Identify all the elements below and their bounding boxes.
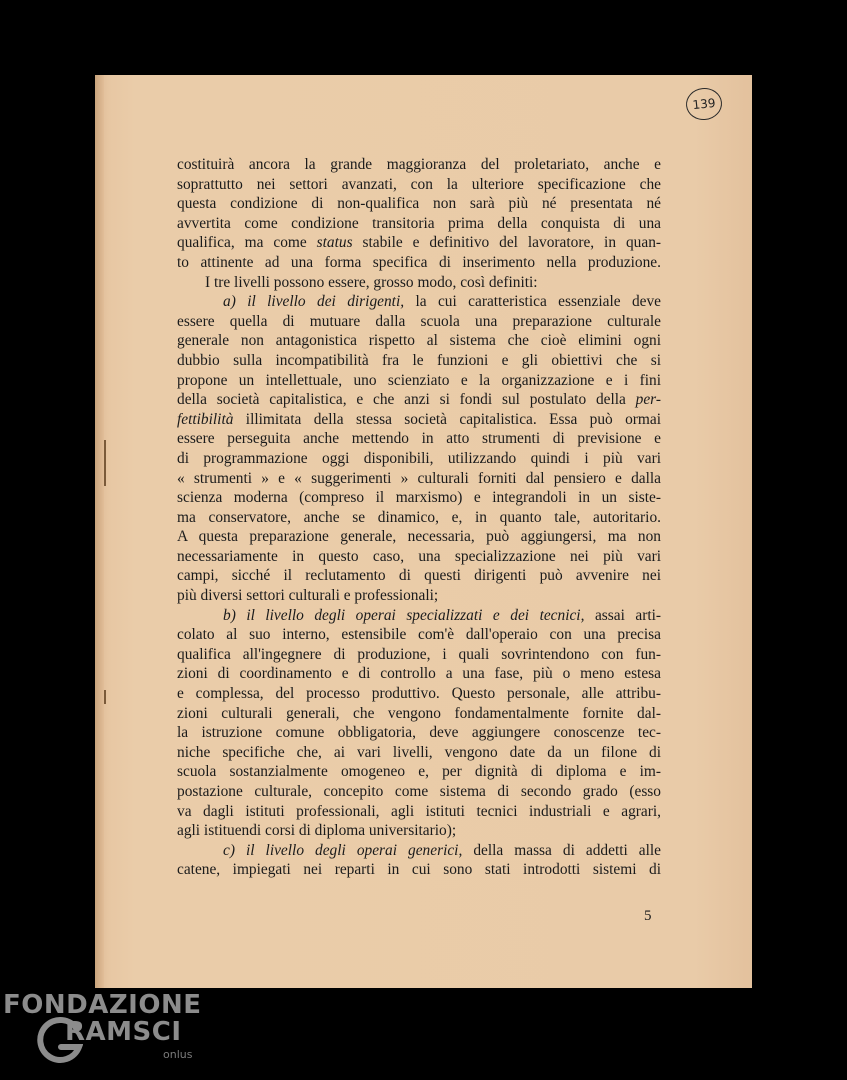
text-line [177, 488, 661, 508]
text-line [177, 841, 661, 861]
text-line [177, 292, 661, 312]
text-segment: necessariamente in questo caso, una specializzazione nei più vari [177, 547, 661, 565]
text-segment: colato al suo interno, estensibile com'è dall'operaio con una precisa [177, 626, 661, 644]
text-segment: stabile e definitivo del lavoratore, in quan- [352, 234, 662, 252]
text-line [177, 802, 661, 822]
text-line [177, 762, 661, 782]
text-line [177, 625, 661, 645]
text-segment: zioni di coordinamento e di controllo a una fase, più o meno estesa [177, 665, 661, 683]
text-segment: I tre livelli possono essere, grosso modo, così definiti: [205, 273, 538, 291]
text-segment: catene, impiegati nei reparti in cui sono stati introdotti sistemi di [177, 861, 661, 879]
text-line [177, 331, 661, 351]
text-segment: costituirà ancora la grande maggioranza del proletariato, anche e [177, 156, 661, 173]
text-line [177, 469, 661, 489]
text-segment: va dagli istituti professionali, agli istituti tecnici industriali e agrari, [177, 802, 661, 820]
text-segment: soprattutto nei settori avanzati, con la ulteriore specificazione che [177, 175, 661, 193]
text-line [177, 723, 661, 743]
text-line [177, 645, 661, 665]
text-segment: essere quella di mutuare dalla scuola una preparazione culturale [177, 312, 661, 330]
text-line [177, 743, 661, 763]
text-segment: propone un intellettuale, uno scienziato e la organizzazione e i fini [177, 371, 661, 389]
italic-text-segment: c) il livello degli operai generici, [223, 841, 463, 859]
logo-text-onlus: onlus [163, 1048, 193, 1061]
text-segment: illimitata della stessa società capitalistica. Essa può ormai [233, 410, 661, 428]
text-segment: la istruzione comune obbligatoria, deve aggiungere conoscenze tec- [177, 724, 661, 742]
text-line [177, 194, 661, 214]
text-line [177, 351, 661, 371]
text-line [177, 566, 661, 586]
page-binding-edge [95, 75, 104, 988]
text-segment: scienza moderna (compreso il marxismo) e integrandoli in un siste- [177, 489, 661, 507]
text-line [177, 586, 661, 606]
margin-pencil-mark [104, 690, 106, 704]
text-segment: zioni culturali generali, che vengono fondamentalmente fornite dal- [177, 704, 661, 722]
italic-text-segment: b) il livello degli operai specializzati e dei tecnici, [223, 606, 585, 624]
text-line [177, 273, 661, 293]
text-line [177, 390, 661, 410]
text-segment: qualifica all'ingegnere di produzione, i quali sovrintendono con fun- [177, 645, 661, 663]
text-segment: assai arti- [584, 606, 661, 624]
text-segment: to attinente ad una forma specifica di inserimento nella produzione. [177, 253, 661, 271]
text-line [177, 175, 661, 195]
text-line [177, 547, 661, 567]
italic-text-segment: status [316, 234, 353, 252]
text-segment: di programmazione oggi disponibili, utilizzando quindi i più vari [177, 449, 661, 467]
text-segment: dubbio sulla incompatibilità fra le funzioni e gli obiettivi che si [177, 351, 661, 369]
text-line [177, 253, 661, 273]
text-segment: della società capitalistica, e che anzi si fondi sul postulato della [177, 391, 636, 409]
text-segment: postazione culturale, concepito come sistema di secondo grado (esso [177, 783, 661, 800]
text-segment: e complessa, del processo produttivo. Questo personale, alle attribu- [177, 685, 661, 703]
text-line [177, 410, 661, 430]
text-line [177, 782, 661, 802]
text-line [177, 606, 661, 626]
text-line [177, 821, 661, 841]
logo-text-fondazione: FONDAZIONE [3, 990, 202, 1020]
text-line [177, 233, 661, 253]
text-line [177, 429, 661, 449]
text-segment: della massa di addetti alle [462, 841, 662, 859]
text-segment: più diversi settori culturali e professionali; [177, 587, 439, 605]
text-line [177, 664, 661, 684]
text-line [177, 214, 661, 234]
body-text [177, 155, 661, 880]
text-line [177, 860, 661, 880]
text-segment: niche specifiche che, ai vari livelli, vengono date da un filone di [177, 743, 661, 761]
text-line [177, 449, 661, 469]
text-line [177, 371, 661, 391]
text-line [177, 508, 661, 528]
text-segment: avvertita come condizione transitoria prima della conquista di una [177, 214, 661, 232]
text-segment: A questa preparazione generale, necessaria, può aggiungersi, ma non [177, 528, 661, 546]
italic-text-segment: fettibilità [177, 410, 234, 428]
logo-text-gramsci: RAMSCI [65, 1017, 182, 1047]
text-segment: la cui caratteristica essenziale deve [404, 293, 661, 311]
text-segment: scuola sostanzialmente omogeneo e, per dignità di diploma e im- [177, 763, 661, 781]
text-line [177, 312, 661, 332]
text-segment: campi, sicché il reclutamento di questi dirigenti può avvenire nei [177, 567, 661, 585]
text-line [177, 155, 661, 175]
text-line [177, 527, 661, 547]
text-segment: qualifica, ma come [177, 234, 317, 252]
italic-text-segment: per- [635, 391, 661, 409]
text-segment: « strumenti » e « suggerimenti » culturali forniti dal pensiero e dalla [177, 469, 661, 487]
italic-text-segment: a) il livello dei dirigenti, [223, 293, 405, 311]
page-number: 5 [644, 908, 652, 924]
text-segment: essere perseguita anche mettendo in atto strumenti di previsione e [177, 430, 661, 448]
fondazione-gramsci-logo [3, 990, 213, 1075]
text-segment: ma conservatore, anche se dinamico, e, in quanto tale, autoritario. [177, 508, 661, 526]
text-segment: generale non antagonistica rispetto al sistema che cioè elimini ogni [177, 332, 661, 350]
text-segment: questa condizione di non-qualifica non sarà più né presentata né [177, 195, 661, 213]
text-segment: agli istituendi corsi di diploma universitario); [177, 822, 457, 840]
text-line [177, 684, 661, 704]
text-line [177, 704, 661, 724]
margin-pencil-mark [104, 440, 106, 486]
archive-stamp-number: 139 [684, 86, 723, 122]
